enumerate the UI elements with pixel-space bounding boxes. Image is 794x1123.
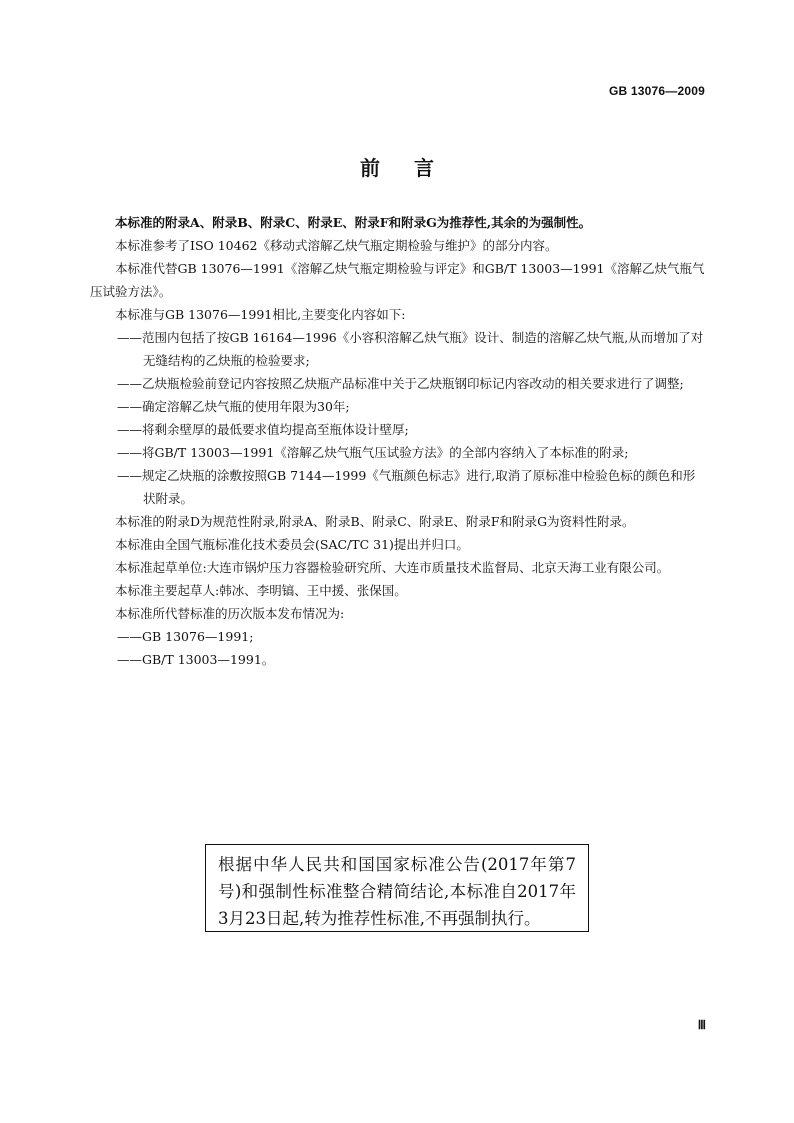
change-item: ——规定乙炔瓶的涂敷按照GB 7144—1999《气瓶颜色标志》进行,取消了原标准中检验色标的颜色和形状附录。 xyxy=(117,468,696,506)
paragraph-history-intro: 本标准所代替标准的历次版本发布情况为: xyxy=(115,606,345,621)
paragraph-drafters: 本标准主要起草人:韩冰、李明镐、王中援、张保国。 xyxy=(115,583,407,598)
history-item: ——GB/T 13003—1991。 xyxy=(117,652,275,667)
notice-box: 根据中华人民共和国国家标准公告(2017年第7号)和强制性标准整合精简结论,本标准自2017年3月23日起,转为推荐性标准,不再强制执行。 xyxy=(205,844,589,932)
foreword-body xyxy=(90,211,706,671)
change-item: ——乙炔瓶检验前登记内容按照乙炔瓶产品标准中关于乙炔瓶钢印标记内容改动的相关要求进行了调整; xyxy=(117,376,684,391)
history-item: ——GB 13076—1991; xyxy=(117,629,254,644)
standard-code: GB 13076—2009 xyxy=(609,84,705,98)
paragraph-changes-intro: 本标准与GB 13076—1991相比,主要变化内容如下: xyxy=(115,307,406,322)
paragraph-replaces: 本标准代替GB 13076—1991《溶解乙炔气瓶定期检验与评定》和GB/T 13003—1991《溶解乙炔气瓶气压试验方法》。 xyxy=(90,261,705,299)
change-item: ——确定溶解乙炔气瓶的使用年限为30年; xyxy=(117,399,350,414)
paragraph-drafting-units: 本标准起草单位:大连市锅炉压力容器检验研究所、大连市质量技术监督局、北京天海工业有限公司。 xyxy=(115,560,670,575)
change-item: ——范围内包括了按GB 16164—1996《小容积溶解乙炔气瓶》设计、制造的溶解乙炔气瓶,从而增加了对无缝结构的乙炔瓶的检验要求; xyxy=(117,330,704,368)
paragraph-appendix-types: 本标准的附录D为规范性附录,附录A、附录B、附录C、附录E、附录F和附录G为资料性附录。 xyxy=(115,514,635,529)
page-title: 前言 xyxy=(360,156,468,180)
paragraph-appendix-status: 本标准的附录A、附录B、附录C、附录E、附录F和附录G为推荐性,其余的为强制性。 xyxy=(115,215,592,230)
paragraph-proposer: 本标准由全国气瓶标准化技术委员会(SAC/TC 31)提出并归口。 xyxy=(115,537,469,552)
change-item: ——将剩余壁厚的最低要求值均提高至瓶体设计壁厚; xyxy=(117,422,409,437)
page-number: Ⅲ xyxy=(697,1018,706,1032)
change-item: ——将GB/T 13003—1991《溶解乙炔气瓶气压试验方法》的全部内容纳入了本标准的附录; xyxy=(117,445,629,460)
paragraph-reference: 本标准参考了ISO 10462《移动式溶解乙炔气瓶定期检验与维护》的部分内容。 xyxy=(115,238,558,253)
